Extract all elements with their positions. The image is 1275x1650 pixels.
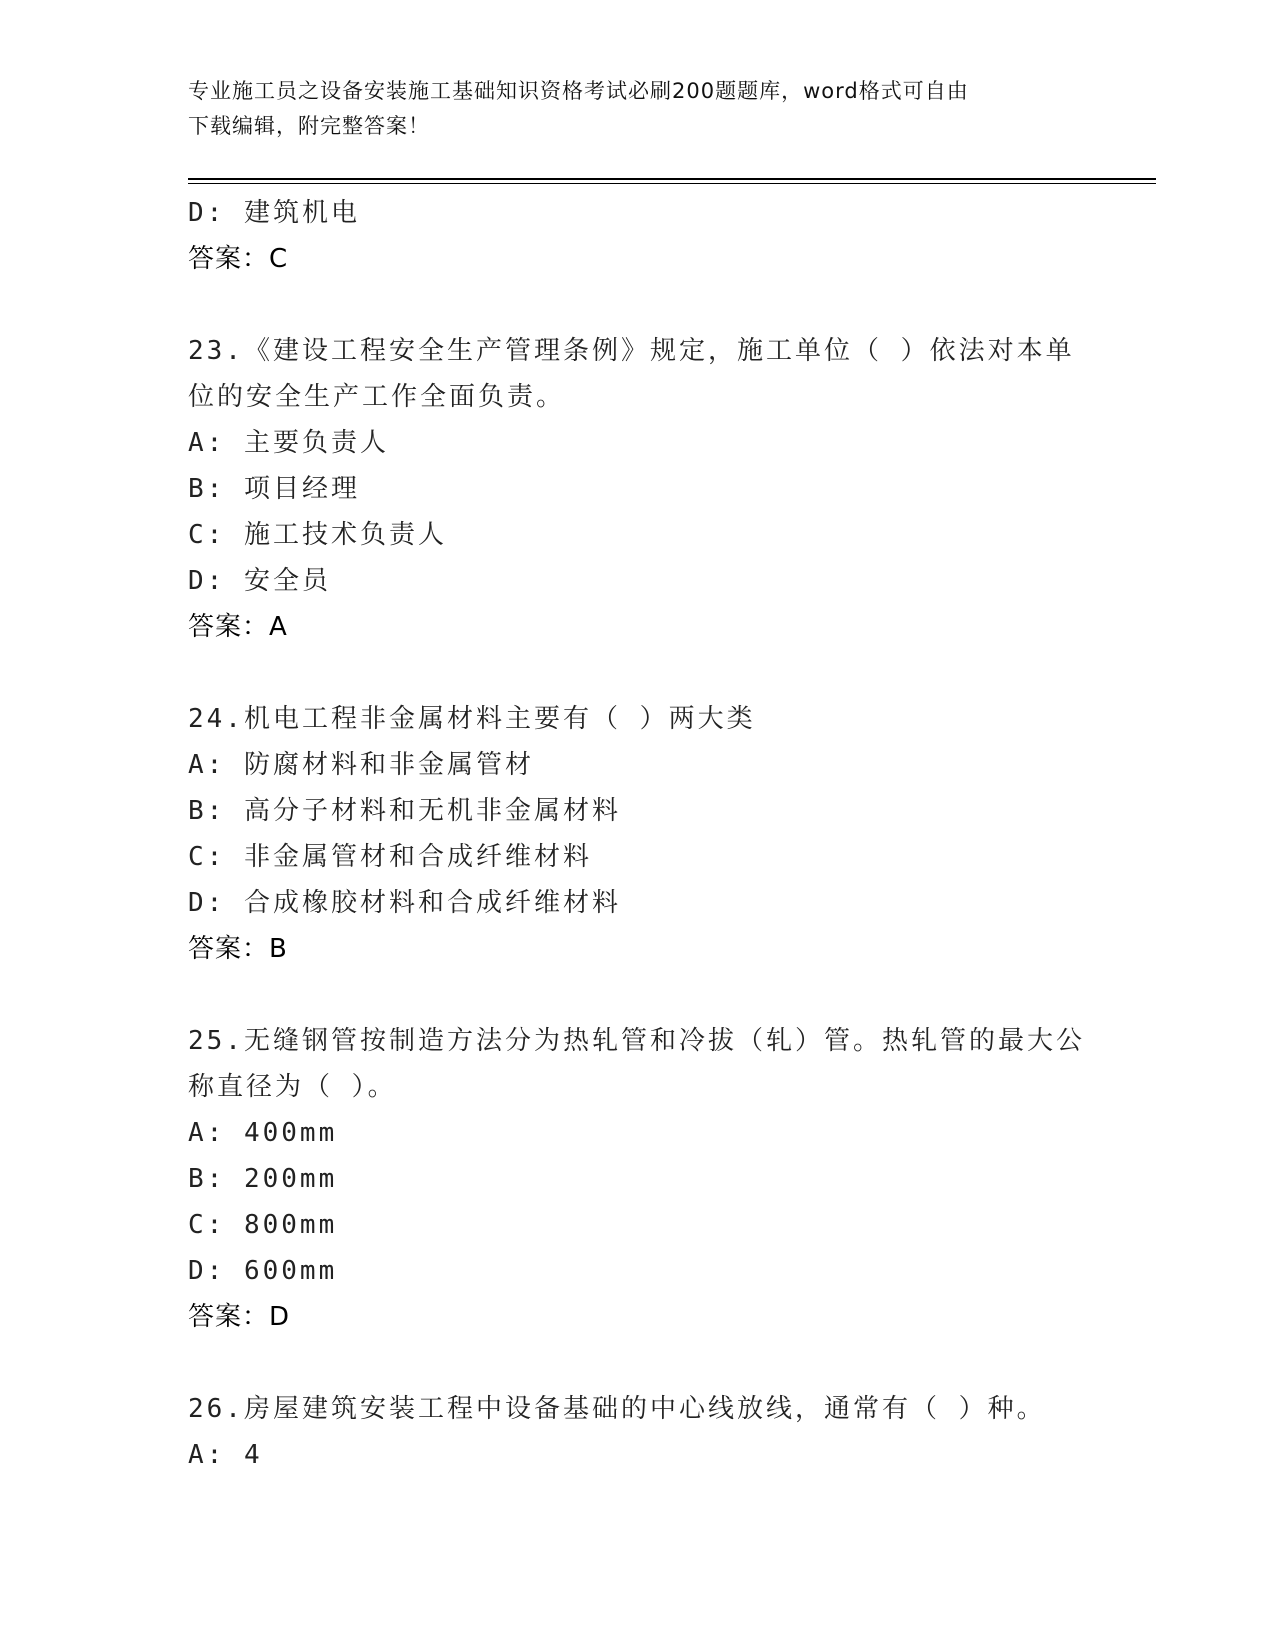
prev-option-d: D: 建筑机电 bbox=[188, 198, 360, 228]
option-a: A: 主要负责人 bbox=[188, 428, 389, 458]
question-23 bbox=[188, 328, 1088, 650]
document-header bbox=[188, 74, 1088, 144]
option-d: D: 合成橡胶材料和合成纤维材料 bbox=[188, 888, 621, 918]
option-a: A: 防腐材料和非金属管材 bbox=[188, 750, 534, 780]
question-stem: 24.机电工程非金属材料主要有（ ）两大类 bbox=[188, 704, 756, 734]
option-c: C: 800mm bbox=[188, 1210, 338, 1240]
option-c: C: 非金属管材和合成纤维材料 bbox=[188, 842, 592, 872]
question-content bbox=[188, 190, 1088, 1478]
option-b: B: 高分子材料和无机非金属材料 bbox=[188, 796, 621, 826]
option-a: A: 4 bbox=[188, 1440, 263, 1470]
spacer bbox=[188, 650, 1088, 696]
question-24 bbox=[188, 696, 1088, 972]
option-b: B: 项目经理 bbox=[188, 474, 360, 504]
question-stem: 26.房屋建筑安装工程中设备基础的中心线放线，通常有（ ）种。 bbox=[188, 1394, 1046, 1424]
header-divider-thin bbox=[188, 183, 1156, 184]
answer: 答案：A bbox=[188, 612, 288, 642]
question-25 bbox=[188, 1018, 1088, 1340]
question-stem-continued: 称直径为（ ）。 bbox=[188, 1072, 397, 1102]
spacer bbox=[188, 1340, 1088, 1386]
option-a: A: 400mm bbox=[188, 1118, 338, 1148]
answer: 答案：B bbox=[188, 934, 288, 964]
option-d: D: 安全员 bbox=[188, 566, 331, 596]
option-c: C: 施工技术负责人 bbox=[188, 520, 447, 550]
option-b: B: 200mm bbox=[188, 1164, 338, 1194]
question-stem-continued: 位的安全生产工作全面负责。 bbox=[188, 382, 566, 412]
question-stem: 23.《建设工程安全生产管理条例》规定，施工单位（ ）依法对本单 bbox=[188, 336, 1075, 366]
question-stem: 25.无缝钢管按制造方法分为热轧管和冷拔（轧）管。热轧管的最大公 bbox=[188, 1026, 1085, 1056]
spacer bbox=[188, 282, 1088, 328]
header-line-1: 专业施工员之设备安装施工基础知识资格考试必刷200题题库，word格式可自由 bbox=[188, 79, 969, 103]
option-d: D: 600mm bbox=[188, 1256, 338, 1286]
header-line-2: 下载编辑，附完整答案！ bbox=[188, 114, 430, 138]
header-divider-thick bbox=[188, 178, 1156, 180]
spacer bbox=[188, 972, 1088, 1018]
prev-answer: 答案：C bbox=[188, 244, 289, 274]
answer: 答案：D bbox=[188, 1302, 291, 1332]
question-26 bbox=[188, 1386, 1088, 1478]
